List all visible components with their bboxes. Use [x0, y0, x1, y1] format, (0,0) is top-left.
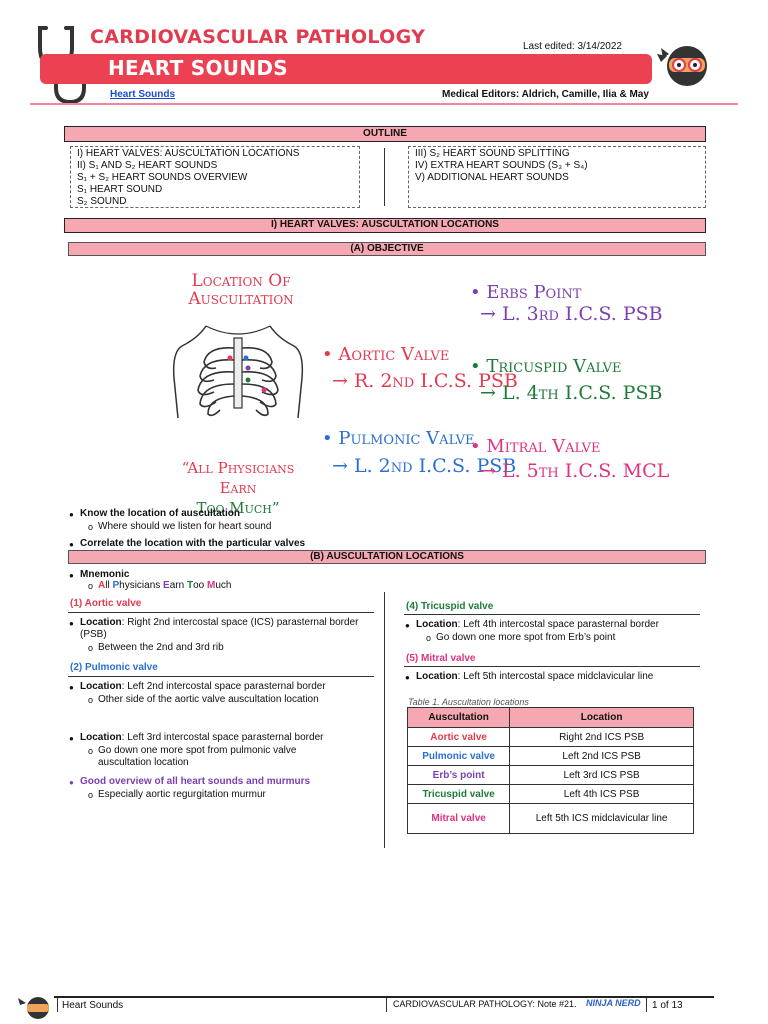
subsection-objective-heading: (A) OBJECTIVE — [68, 242, 706, 256]
tricuspid-location-bullet: ● Location: Left 4th intercostal space parasternal border — [416, 619, 659, 631]
aortic-valve-heading: (1) Aortic valve — [70, 598, 142, 609]
location-cell: Left 5th ICS midclavicular line — [510, 804, 694, 834]
aortic-sub-bullet: o Between the 2nd and 3rd rib — [98, 642, 224, 654]
last-edited-date: Last edited: 3/14/2022 — [523, 41, 622, 52]
valve-name-cell: Erb’s point — [408, 766, 510, 785]
tricuspid-valve-location: → L. 4th I.C.S. PSB — [480, 382, 663, 404]
heading-underline — [68, 612, 374, 613]
pulmonic-location-bullet: ● Location: Left 2nd intercostal space parasternal border — [80, 681, 370, 693]
valve-name-cell: Aortic valve — [408, 728, 510, 747]
header-divider — [30, 103, 738, 105]
table-row — [408, 766, 694, 785]
mitral-location-bullet: ● Location: Left 5th intercostal space midclavicular line — [416, 671, 653, 683]
location-cell: Left 3rd ICS PSB — [510, 766, 694, 785]
illustration-title: Location Of Auscultation — [188, 271, 294, 309]
outline-item[interactable]: III) S₂ HEART SOUND SPLITTING — [415, 148, 570, 159]
column-divider — [384, 592, 385, 848]
mnemonic-initial: P — [112, 580, 120, 591]
outline-item[interactable]: II) S₁ AND S₂ HEART SOUNDS — [77, 160, 218, 171]
pulmonic-valve-label: • Pulmonic Valve — [322, 428, 475, 449]
medical-editors: Medical Editors: Aldrich, Camille, Ilia & May — [442, 89, 649, 100]
outline-heading: OUTLINE — [64, 126, 706, 142]
mnemonic-word-rest: oo — [193, 580, 207, 591]
pulmonic-valve-location: → L. 2nd I.C.S. PSB — [332, 455, 517, 477]
aortic-location-bullet: ● Location: Right 2nd intercostal space (ICS) parasternal border (PSB) — [80, 617, 370, 641]
auscultation-table — [407, 707, 694, 834]
table-row — [408, 785, 694, 804]
footer-topic: Heart Sounds — [62, 1000, 124, 1011]
heading-underline — [68, 676, 374, 677]
valve-name-cell: Tricuspid valve — [408, 785, 510, 804]
heading-underline — [404, 666, 700, 667]
footer-divider — [646, 998, 647, 1012]
location-cell: Left 4th ICS PSB — [510, 785, 694, 804]
ninja-mascot-icon — [655, 40, 711, 88]
objective-bullet: ● Know the location of auscultation — [80, 508, 240, 520]
table-header: Auscultation — [408, 708, 510, 728]
location-cell: Right 2nd ICS PSB — [510, 728, 694, 747]
outline-left-list — [70, 146, 360, 208]
footer-note: CARDIOVASCULAR PATHOLOGY: Note #21. — [393, 999, 577, 1009]
erbs-location-bullet: ● Location: Left 3rd intercostal space parasternal border — [80, 732, 370, 744]
document-category-title: CARDIOVASCULAR PATHOLOGY — [90, 26, 426, 48]
location-cell: Left 2nd ICS PSB — [510, 747, 694, 766]
erbs-point-location: → L. 3rd I.C.S. PSB — [480, 303, 663, 325]
table-row — [408, 747, 694, 766]
mnemonic-label: ● Mnemonic — [80, 569, 129, 581]
erbs-overview-sub-bullet: o Especially aortic regurgitation murmur — [98, 789, 266, 801]
mnemonic-initial: A — [98, 580, 106, 591]
erbs-overview-bullet: ● Good overview of all heart sounds and murmurs — [80, 776, 310, 788]
valve-name-cell: Mitral valve — [408, 804, 510, 834]
table-caption: Table 1. Auscultation locations — [408, 697, 529, 707]
outline-item[interactable]: I) HEART VALVES: AUSCULTATION LOCATIONS — [77, 148, 300, 159]
mnemonic-word-rest: arn — [169, 580, 187, 591]
mitral-valve-label: • Mitral Valve — [470, 436, 601, 457]
pulmonic-valve-heading: (2) Pulmonic valve — [70, 662, 158, 673]
mnemonic-handwritten: “All Physicians Earn Too Much” — [181, 459, 295, 517]
outline-item[interactable]: S₁ HEART SOUND — [77, 184, 163, 195]
aortic-valve-label: • Aortic Valve — [322, 344, 450, 365]
ribcage-illustration — [168, 318, 308, 436]
mitral-valve-location: → L. 5th I.C.S. MCL — [480, 460, 670, 482]
mnemonic-word-rest: ll — [105, 580, 113, 591]
pulmonic-sub-bullet: o Other side of the aortic valve auscultation location — [98, 694, 368, 706]
document-title: HEART SOUNDS — [108, 56, 288, 80]
mnemonic-text — [98, 580, 231, 592]
mnemonic-colored-line — [98, 580, 231, 591]
outline-divider — [384, 148, 385, 206]
mnemonic-word-rest: hysicians — [119, 580, 164, 591]
objective-sub-bullet: o Where should we listen for heart sound — [98, 521, 271, 533]
outline-item[interactable]: S₁ + S₂ HEART SOUNDS OVERVIEW — [77, 172, 248, 183]
footer-divider — [386, 998, 387, 1012]
mnemonic-word-rest: uch — [215, 580, 232, 591]
tricuspid-valve-label: • Tricuspid Valve — [470, 356, 622, 377]
outline-item[interactable]: S₂ SOUND — [77, 196, 127, 207]
valve-name-cell: Pulmonic valve — [408, 747, 510, 766]
mnemonic-initial: E — [163, 580, 170, 591]
table-header: Location — [510, 708, 694, 728]
erbs-point-label: • Erbs Point — [470, 282, 582, 303]
mnemonic-initial: M — [206, 580, 216, 591]
table-row — [408, 804, 694, 834]
mitral-valve-heading: (5) Mitral valve — [406, 653, 476, 664]
footer-ninja-icon — [14, 994, 54, 1020]
mnemonic-initial: T — [186, 580, 194, 591]
tricuspid-sub-bullet: o Go down one more spot from Erb’s point — [436, 632, 615, 644]
section-heading: I) HEART VALVES: AUSCULTATION LOCATIONS — [64, 218, 706, 233]
outline-item[interactable]: V) ADDITIONAL HEART SOUNDS — [415, 172, 569, 183]
subsection-locations-heading: (B) AUSCULTATION LOCATIONS — [68, 550, 706, 564]
objective-bullet: ● Correlate the location with the particular valves — [80, 538, 305, 550]
aortic-valve-location: → R. 2nd I.C.S. PSB — [332, 370, 518, 392]
table-header-row — [408, 708, 694, 728]
footer-brand-logo: NINJA NERD — [586, 998, 641, 1008]
outline-item[interactable]: IV) EXTRA HEART SOUNDS (S₃ + S₄) — [415, 160, 588, 171]
tricuspid-valve-heading: (4) Tricuspid valve — [406, 601, 494, 612]
table-row — [408, 728, 694, 747]
footer-divider — [57, 998, 58, 1012]
page-number: 1 of 13 — [652, 1000, 683, 1011]
outline-right-list — [408, 146, 706, 208]
heading-underline — [404, 614, 700, 615]
heart-sounds-link[interactable]: Heart Sounds — [110, 89, 176, 100]
erbs-sub-bullet: o Go down one more spot from pulmonic valve auscultation location — [98, 745, 338, 769]
